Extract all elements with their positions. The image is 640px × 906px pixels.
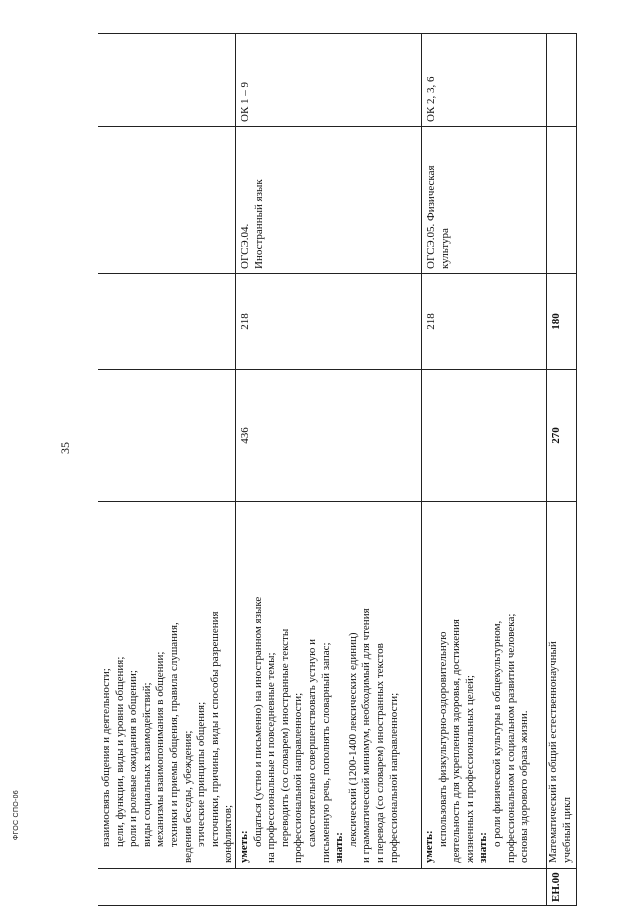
col-divider (98, 369, 576, 370)
skill-line: переводить (со словарем) иностранные тексты (278, 628, 291, 847)
continuation-line: виды социальных взаимодействий; (140, 682, 153, 847)
skill-line: самостоятельно совершенствовать устную и (305, 639, 318, 847)
col-divider (98, 273, 576, 274)
cycle-title-line: Математический и общий естественнонаучный (547, 641, 559, 863)
col-divider (98, 126, 576, 127)
math-cycle-class-hours: 180 (550, 313, 562, 330)
curriculum-table (98, 33, 577, 906)
foreign-language-max-hours: 436 (239, 427, 251, 444)
skill-line: использовать физкультурно-оздоровительную (436, 631, 449, 847)
continuation-line: механизмы взаимопонимания в общении; (154, 651, 167, 847)
discipline-line: ОГСЭ.04. (239, 223, 251, 269)
continuation-line: роли и ролевые ожидания в общении; (127, 670, 140, 847)
skill-label: уметь: (238, 830, 250, 863)
foreign-language-requirements (238, 597, 401, 863)
physical-culture-requirements (423, 614, 532, 863)
knowledge-label: знать: (333, 832, 346, 863)
skill-line: профессиональной направленности; (292, 692, 305, 863)
physical-culture-competencies: ОК 2, 3, 6 (425, 76, 437, 122)
discipline-line: Иностранный язык (252, 179, 265, 269)
skill-label: уметь: (423, 830, 435, 863)
physical-culture-class-hours: 218 (425, 313, 437, 330)
math-cycle-title (547, 641, 574, 863)
page-number: 35 (58, 442, 72, 454)
knowledge-label: знать: (477, 832, 490, 863)
math-cycle-code: ЕН.00 (550, 872, 562, 902)
continuation-line: техники и приемы общения, правила слушания, (167, 622, 180, 847)
knowledge-line: профессиональной направленности; (387, 692, 400, 863)
rotated-table-frame (98, 33, 577, 906)
physical-culture-discipline (425, 165, 452, 269)
knowledge-line: и грамматический минимум, необходимый для чтения (360, 608, 373, 863)
discipline-line: культура (438, 228, 451, 269)
col-divider (98, 501, 576, 502)
continuation-line: источники, причины, виды и способы разрешения (208, 611, 221, 847)
foreign-language-discipline (239, 179, 266, 269)
discipline-line: ОГСЭ.05. Физическая (425, 165, 437, 269)
col-divider (98, 868, 576, 869)
continuation-line: взаимосвязь общения и деятельности; (100, 668, 112, 847)
knowledge-line: основы здорового образа жизни. (518, 710, 531, 863)
skill-line: жизненных и профессиональных целей; (463, 675, 476, 863)
knowledge-line: профессиональном и социальном развитии человека; (504, 613, 517, 863)
skill-line: на профессиональные и повседневные темы; (265, 652, 278, 863)
foreign-language-class-hours: 218 (239, 313, 251, 330)
knowledge-line: и перевода (со словарем) иностранных текстов (373, 643, 386, 863)
skill-line: общаться (устно и письменно) на иностранном языке (251, 596, 264, 847)
continuation-line: ведения беседы, убеждения; (181, 730, 194, 863)
knowledge-line: о роли физической культуры в общекультурном, (490, 620, 503, 847)
continuation-line: этические принципы общения; (195, 701, 208, 847)
continuation-line: цели, функции, виды и уровни общения; (113, 656, 126, 847)
knowledge-line: лексический (1200-1400 лексических единиц) (346, 632, 359, 847)
table-grid (98, 33, 577, 906)
cycle-title-line: учебный цикл (560, 796, 573, 863)
footer-code: ФГОС СПО-06 (13, 790, 20, 841)
continuation-cell (100, 611, 236, 863)
skill-line: письменную речь, пополнять словарный запас; (319, 642, 332, 863)
skill-line: деятельность для укрепления здоровья, достижения (450, 619, 463, 863)
row-divider (421, 34, 422, 869)
math-cycle-max-hours: 270 (550, 427, 562, 444)
foreign-language-competencies: ОК 1 – 9 (239, 81, 251, 122)
continuation-line: конфликтов; (222, 804, 235, 863)
